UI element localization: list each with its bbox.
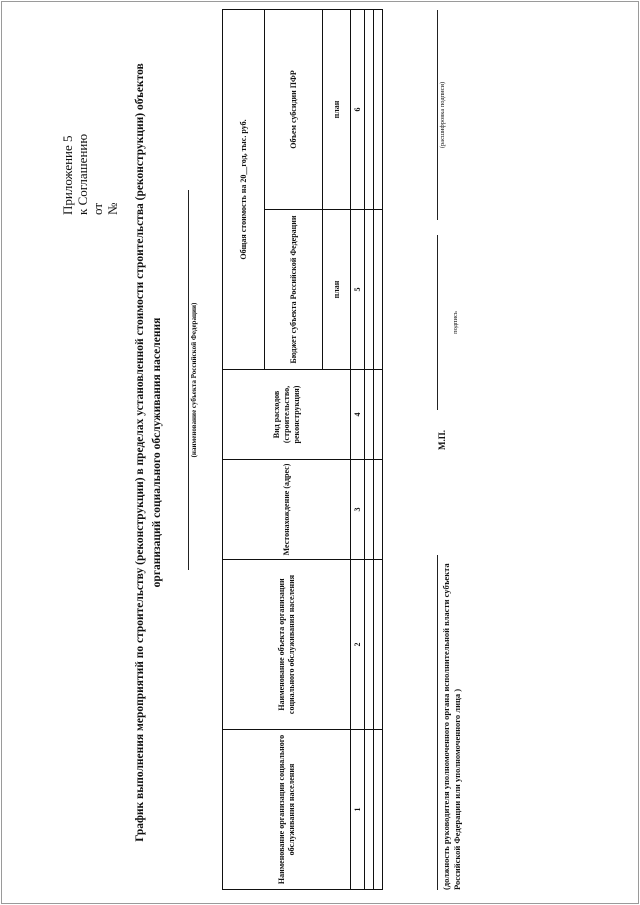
- empty-cell: [374, 460, 383, 560]
- column-number: 4: [351, 370, 365, 460]
- empty-cell: [365, 730, 374, 890]
- header-plan-budget: план: [323, 210, 351, 370]
- decoding-caption: (расшифровка подписи): [439, 81, 446, 149]
- empty-cell: [365, 210, 374, 370]
- position-caption: (должность руководителя уполномоченного органа исполнительной власти субъекта Российской Федерации или уполномоченного лица ): [441, 563, 462, 890]
- column-number: 5: [351, 210, 365, 370]
- appendix-number-label: №: [105, 202, 120, 215]
- title-line-1: График выполнения мероприятий по строительству (реконструкции) в пределах установленной стоимости строительства (реконструкции) объектов: [134, 63, 146, 842]
- empty-row: [374, 9, 383, 889]
- subject-name-line: [188, 190, 189, 570]
- position-line: [437, 555, 438, 890]
- header-plan-subsidy: план: [323, 9, 351, 209]
- appendix-title: Приложение 5: [60, 135, 75, 215]
- empty-row: [365, 9, 374, 889]
- appendix-block: [60, 134, 120, 215]
- empty-cell: [365, 460, 374, 560]
- header-pfr-subsidy: Объем субсидии ПФР: [265, 9, 323, 209]
- header-org-name: Наименование организации социального обслуживания населения: [223, 730, 351, 890]
- title-line-2: организаций социального обслуживания населения: [151, 317, 163, 588]
- empty-cell: [365, 560, 374, 730]
- appendix-date-label: от: [90, 202, 105, 215]
- signature-caption: подпись: [452, 311, 459, 334]
- header-object-name: Наименование объекта организации социального обслуживания населения: [223, 560, 351, 730]
- empty-cell: [374, 730, 383, 890]
- header-total-cost: Общая стоимость на 20__год, тыс. руб.: [223, 9, 265, 369]
- column-number: 2: [351, 560, 365, 730]
- column-number: 6: [351, 9, 365, 209]
- schedule-table: [222, 9, 383, 890]
- signature-line: [437, 235, 438, 410]
- column-number: 1: [351, 730, 365, 890]
- header-regional-budget: Бюджет субъекта Российской Федерации: [265, 210, 323, 370]
- column-numbers-row: [351, 9, 365, 889]
- empty-cell: [365, 9, 374, 209]
- header-location: Местонахождение (адрес): [223, 460, 351, 560]
- appendix-agreement: к Соглашению: [75, 133, 90, 215]
- empty-cell: [374, 210, 383, 370]
- subject-name-caption: (наименование субъекта Российской Федерации): [190, 302, 198, 458]
- empty-cell: [365, 370, 374, 460]
- empty-cell: [374, 9, 383, 209]
- header-expense-type: Вид расходов (строительство, реконструкция): [223, 370, 351, 460]
- empty-cell: [374, 560, 383, 730]
- document-title: [132, 10, 166, 895]
- column-number: 3: [351, 460, 365, 560]
- decoding-line: [437, 10, 438, 220]
- empty-cell: [374, 370, 383, 460]
- seal-label: М.П.: [437, 430, 447, 450]
